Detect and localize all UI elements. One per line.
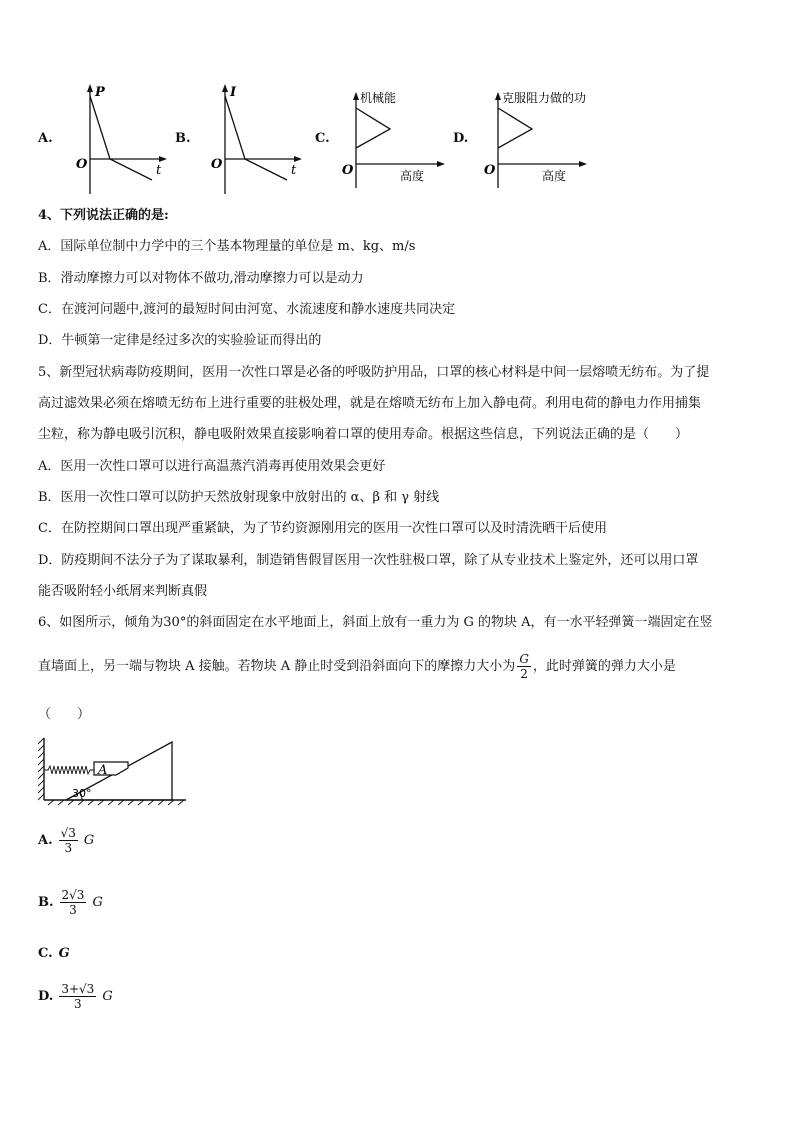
q6-stem-line-1: 6、如图所示，倾角为30°的斜面固定在水平地面上，斜面上放有一重力为 G 的物块 A，有一水平轻弹簧一端固定在竖 [38, 615, 713, 630]
q6-option-c-label: C. [38, 946, 53, 961]
q6-fraction-numerator: G [519, 652, 529, 666]
figure-block-label: A [98, 763, 108, 778]
graph-option-a-label: A. [38, 131, 53, 146]
q4-option-d: D．牛顿第一定律是经过多次的实验验证而得出的 [38, 333, 322, 348]
graph-a-origin: O [76, 157, 88, 172]
q6-stem-line-2-end: ，此时弹簧的弹力大小是 [532, 658, 676, 674]
q6-option-c [38, 946, 70, 961]
q6-option-a-denominator: 3 [64, 841, 73, 855]
q6-option-b-numerator: 2√3 [61, 888, 85, 902]
q5-option-b: B．医用一次性口罩可以防护天然放射现象中放射出的 α、β 和 γ 射线 [38, 490, 440, 505]
q5-stem-line-1: 5、新型冠状病毒防疫期间，医用一次性口罩是必备的呼吸防护用品，口罩的核心材料是中间一层熔喷无纺布。为了提 [38, 365, 710, 380]
q6-option-d-denominator: 3 [74, 997, 82, 1011]
q6-option-b-label: B. [38, 895, 54, 910]
q4-option-a: A．国际单位制中力学中的三个基本物理量的单位是 m、kg、m/s [38, 239, 416, 254]
graph-a [70, 82, 170, 198]
q5-stem-line-2: 高过滤效果必须在熔喷无纺布上进行重要的驻极处理，就是在熔喷无纺布上加入静电荷。利用电荷的静电力作用捕集 [38, 396, 702, 411]
graph-c [340, 86, 450, 192]
q6-option-d [38, 982, 113, 1011]
q6-option-a-numerator: √3 [60, 826, 76, 840]
q5-option-d: D．防疫期间不法分子为了谋取暴利，制造销售假冒医用一次性驻极口罩，除了从专业技术上鉴定外，还可以用口罩 [38, 553, 699, 568]
q4-stem: 4、下列说法正确的是: [38, 208, 169, 223]
graph-b-y-axis-label: I [230, 85, 237, 100]
graph-option-b-label: B. [175, 131, 191, 146]
q5-stem-line-3: 尘粒，称为静电吸引沉积，静电吸附效果直接影响着口罩的使用寿命。根据这些信息，下列说法正确的是（ ） [38, 427, 689, 442]
graph-d-origin: O [484, 163, 496, 178]
graph-c-x-axis-label: 高度 [400, 169, 425, 183]
q5-option-d-continued: 能否吸附轻小纸屑来判断真假 [38, 584, 208, 599]
q5-option-c: C．在防控期间口罩出现严重紧缺，为了节约资源刚用完的医用一次性口罩可以及时清洗晒干后使用 [38, 521, 607, 536]
q4-option-c: C．在渡河问题中,渡河的最短时间由河宽、水流速度和静水速度共同决定 [38, 302, 456, 317]
q6-option-b-denominator: 3 [69, 903, 77, 917]
graph-b-origin: O [211, 157, 223, 172]
graph-a-x-axis-label: t [156, 163, 162, 178]
q5-option-a: A．医用一次性口罩可以进行高温蒸汽消毒再使用效果会更好 [38, 459, 386, 474]
q6-option-b [38, 888, 103, 917]
graph-c-y-axis-label: 机械能 [360, 91, 397, 105]
graph-b-x-axis-label: t [291, 163, 297, 178]
q6-friction-fraction [517, 652, 531, 681]
q6-stem-line-2 [38, 652, 676, 681]
incline-spring-figure [38, 734, 188, 806]
graph-b [205, 82, 305, 198]
q6-option-a [38, 826, 94, 855]
graph-d [482, 86, 622, 192]
graph-d-y-axis-label: 克服阻力做的功 [502, 91, 587, 105]
graph-d-x-axis-label: 高度 [542, 169, 567, 183]
graph-option-d-label: D. [453, 131, 469, 146]
graph-option-c-label: C. [315, 131, 330, 146]
q6-answer-blank: （ ） [38, 707, 91, 722]
figure-angle-label: 30° [72, 787, 92, 800]
q6-stem-line-2-start: 直墙面上，另一端与物块 A 接触。若物块 A 静止时受到沿斜面向下的摩擦力大小为 [38, 658, 516, 674]
q6-option-d-numerator: 3+√3 [61, 982, 95, 996]
q6-option-a-fraction [59, 826, 78, 855]
q6-option-c-value: G [58, 946, 70, 961]
graph-c-origin: O [342, 163, 354, 178]
q4-option-b: B．滑动摩擦力可以对物体不做功,滑动摩擦力可以是动力 [38, 271, 364, 286]
q6-option-a-unit: G [83, 833, 95, 848]
q6-option-a-label: A. [38, 833, 53, 848]
q6-option-d-fraction [59, 982, 96, 1011]
graph-a-y-axis-label: P [95, 85, 105, 100]
q6-fraction-denominator: 2 [520, 667, 528, 681]
q6-option-b-fraction [60, 888, 87, 917]
q6-option-d-unit: G [102, 989, 113, 1004]
q6-option-b-unit: G [92, 895, 103, 910]
q6-option-d-label: D. [38, 989, 54, 1004]
